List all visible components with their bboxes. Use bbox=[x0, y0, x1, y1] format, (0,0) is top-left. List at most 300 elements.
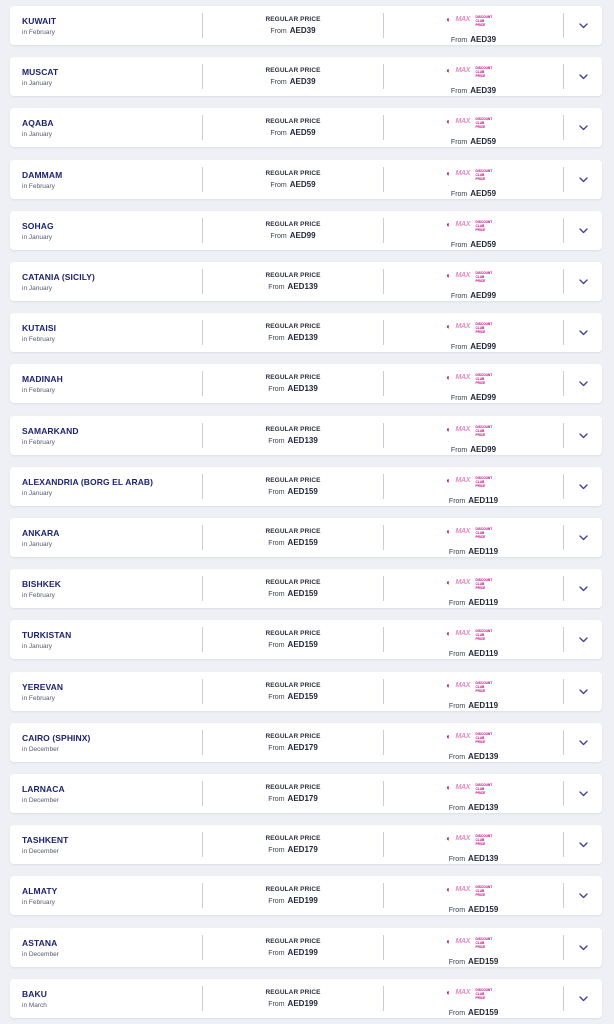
discount-club-logo-icon bbox=[445, 732, 502, 745]
discount-club-logo-icon bbox=[445, 629, 502, 642]
discount-club-logo-icon bbox=[445, 937, 502, 950]
regular-price-line bbox=[203, 639, 383, 651]
club-brand: MAX bbox=[455, 374, 471, 381]
expand-button[interactable] bbox=[564, 569, 602, 608]
destination bbox=[22, 477, 202, 498]
club-sub-bottom: PRICE bbox=[475, 740, 486, 745]
discount-club-logo-icon bbox=[445, 527, 502, 540]
club-sub-bottom: PRICE bbox=[475, 177, 486, 182]
from-label: From bbox=[448, 805, 466, 812]
regular-price-line bbox=[203, 844, 383, 856]
destination-name: MADINAH bbox=[22, 374, 63, 384]
expand-button[interactable] bbox=[564, 928, 602, 967]
regular-price-line bbox=[203, 895, 383, 907]
club-sub bbox=[476, 169, 493, 182]
club-c-icon: ◖ bbox=[445, 681, 451, 690]
from-label: From bbox=[450, 395, 468, 402]
from-label: From bbox=[448, 907, 466, 914]
discount-club-logo-icon bbox=[445, 15, 502, 28]
club-c-icon: ◖ bbox=[445, 169, 451, 178]
regular-price-line bbox=[203, 25, 383, 37]
discount-club-logo-icon bbox=[445, 169, 502, 182]
club-price bbox=[384, 271, 563, 302]
chevron-down-icon bbox=[579, 330, 588, 336]
club-price-amount: AED139 bbox=[468, 854, 499, 863]
expand-button[interactable] bbox=[564, 6, 602, 45]
club-c-icon: ◖ bbox=[445, 885, 451, 894]
from-label: From bbox=[448, 498, 466, 505]
club-sub-top: DISCOUNT bbox=[475, 629, 493, 633]
club-price-amount: AED119 bbox=[468, 598, 499, 607]
club-brand: MAX bbox=[455, 630, 471, 637]
destination-month: in January bbox=[22, 285, 52, 292]
club-price-line bbox=[384, 802, 563, 814]
club-sub bbox=[476, 15, 493, 28]
regular-price-amount: AED199 bbox=[287, 999, 318, 1008]
club-price-amount: AED59 bbox=[470, 189, 497, 198]
club-c-icon: ◖ bbox=[445, 834, 451, 843]
destination-name: DAMMAM bbox=[22, 170, 63, 180]
destination bbox=[22, 67, 202, 88]
from-label: From bbox=[450, 344, 468, 351]
expand-button[interactable] bbox=[564, 979, 602, 1018]
expand-button[interactable] bbox=[564, 416, 602, 455]
club-sub-bottom: PRICE bbox=[475, 637, 486, 642]
destination bbox=[22, 784, 202, 805]
regular-price-label: REGULAR PRICE bbox=[265, 528, 321, 535]
regular-price-line bbox=[203, 435, 383, 447]
discount-club-logo-icon bbox=[445, 476, 502, 489]
route-card[interactable] bbox=[10, 364, 602, 403]
chevron-down-icon bbox=[579, 996, 588, 1002]
regular-price-label: REGULAR PRICE bbox=[265, 16, 321, 23]
regular-price-amount: AED159 bbox=[287, 692, 318, 701]
from-label: From bbox=[268, 642, 285, 649]
discount-club-logo-icon bbox=[445, 578, 502, 591]
expand-button[interactable] bbox=[564, 620, 602, 659]
club-sub-bottom: PRICE bbox=[475, 996, 486, 1001]
destination bbox=[22, 16, 202, 37]
club-sub-bottom: PRICE bbox=[475, 484, 486, 489]
club-price-line bbox=[384, 341, 563, 353]
regular-price-line bbox=[203, 332, 383, 344]
club-sub-top: DISCOUNT bbox=[475, 425, 493, 429]
chevron-down-icon bbox=[579, 279, 588, 285]
club-sub bbox=[476, 117, 493, 130]
club-sub-top: DISCOUNT bbox=[475, 834, 493, 838]
club-price-amount: AED119 bbox=[468, 649, 499, 658]
chevron-down-icon bbox=[579, 842, 588, 848]
from-label: From bbox=[268, 847, 285, 854]
club-price-line bbox=[384, 751, 563, 763]
club-sub-top: DISCOUNT bbox=[475, 476, 493, 480]
chevron-down-icon bbox=[579, 23, 588, 29]
destination-name: SOHAG bbox=[22, 221, 54, 231]
club-sub-mid: CLUB bbox=[475, 941, 485, 946]
club-brand: MAX bbox=[455, 323, 471, 330]
club-price-line bbox=[384, 188, 563, 200]
regular-price-label: REGULAR PRICE bbox=[265, 989, 321, 996]
regular-price-label: REGULAR PRICE bbox=[265, 477, 321, 484]
club-price-line bbox=[384, 853, 563, 865]
club-brand: MAX bbox=[455, 118, 471, 125]
regular-price-label: REGULAR PRICE bbox=[265, 682, 321, 689]
regular-price bbox=[203, 988, 383, 1010]
regular-price-line bbox=[203, 742, 383, 754]
club-brand: MAX bbox=[455, 16, 471, 23]
chevron-down-icon bbox=[579, 689, 588, 695]
regular-price-amount: AED179 bbox=[287, 845, 318, 854]
club-price-amount: AED159 bbox=[468, 957, 499, 966]
destination-name: ANKARA bbox=[22, 528, 60, 538]
club-sub-bottom: PRICE bbox=[475, 945, 486, 950]
regular-price-line bbox=[203, 588, 383, 600]
route-card[interactable] bbox=[10, 467, 602, 506]
club-price-amount: AED139 bbox=[468, 752, 499, 761]
route-card[interactable] bbox=[10, 262, 602, 301]
expand-button[interactable] bbox=[564, 262, 602, 301]
chevron-down-icon bbox=[579, 125, 588, 131]
club-price bbox=[384, 629, 563, 660]
regular-price-line bbox=[203, 76, 383, 88]
destination bbox=[22, 528, 202, 549]
from-label: From bbox=[448, 703, 466, 710]
regular-price bbox=[203, 271, 383, 293]
club-sub-bottom: PRICE bbox=[475, 586, 486, 591]
regular-price-label: REGULAR PRICE bbox=[265, 784, 321, 791]
expand-button[interactable] bbox=[564, 313, 602, 352]
destination-month: in January bbox=[22, 490, 52, 497]
from-label: From bbox=[270, 233, 287, 240]
regular-price-amount: AED39 bbox=[289, 77, 316, 86]
regular-price-amount: AED159 bbox=[287, 538, 318, 547]
club-sub-bottom: PRICE bbox=[475, 791, 486, 796]
from-label: From bbox=[268, 489, 285, 496]
club-price bbox=[384, 681, 563, 712]
regular-price-label: REGULAR PRICE bbox=[265, 886, 321, 893]
route-card[interactable] bbox=[10, 160, 602, 199]
destination bbox=[22, 221, 202, 242]
destination-month: in February bbox=[22, 695, 55, 702]
club-brand: MAX bbox=[455, 579, 471, 586]
club-brand: MAX bbox=[455, 170, 471, 177]
discount-club-logo-icon bbox=[445, 681, 502, 694]
regular-price-amount: AED59 bbox=[289, 180, 316, 189]
club-price bbox=[384, 988, 563, 1019]
route-card[interactable] bbox=[10, 723, 602, 762]
discount-club-logo-icon bbox=[445, 988, 502, 1001]
from-label: From bbox=[270, 79, 287, 86]
expand-button[interactable] bbox=[564, 723, 602, 762]
club-sub-bottom: PRICE bbox=[475, 125, 486, 130]
destination-name: YEREVAN bbox=[22, 682, 64, 692]
club-sub-top: DISCOUNT bbox=[475, 732, 493, 736]
club-c-icon: ◖ bbox=[445, 66, 451, 75]
club-sub-bottom: PRICE bbox=[475, 23, 486, 28]
club-sub bbox=[476, 271, 493, 284]
destination bbox=[22, 170, 202, 191]
chevron-down-icon bbox=[579, 74, 588, 80]
club-price-amount: AED39 bbox=[470, 86, 497, 95]
chevron-down-icon bbox=[579, 228, 588, 234]
club-price-amount: AED59 bbox=[470, 137, 497, 146]
destination bbox=[22, 733, 202, 754]
chevron-down-icon bbox=[579, 893, 588, 899]
club-sub-mid: CLUB bbox=[475, 173, 485, 178]
club-c-icon: ◖ bbox=[445, 988, 451, 997]
regular-price-line bbox=[203, 998, 383, 1010]
club-brand: MAX bbox=[455, 682, 471, 689]
club-sub-mid: CLUB bbox=[475, 275, 485, 280]
club-sub bbox=[476, 578, 493, 591]
expand-button[interactable] bbox=[564, 825, 602, 864]
route-card[interactable] bbox=[10, 979, 602, 1018]
destination bbox=[22, 835, 202, 856]
route-card[interactable] bbox=[10, 518, 602, 557]
chevron-down-icon bbox=[579, 791, 588, 797]
club-brand: MAX bbox=[455, 733, 471, 740]
destination-month: in February bbox=[22, 29, 55, 36]
club-sub bbox=[476, 988, 493, 1001]
expand-button[interactable] bbox=[564, 518, 602, 557]
route-card[interactable] bbox=[10, 6, 602, 45]
from-label: From bbox=[450, 37, 468, 44]
club-brand: MAX bbox=[455, 477, 471, 484]
club-price-line bbox=[384, 239, 563, 251]
club-sub bbox=[476, 629, 493, 642]
club-price bbox=[384, 373, 563, 404]
from-label: From bbox=[268, 694, 285, 701]
expand-button[interactable] bbox=[564, 211, 602, 250]
from-label: From bbox=[450, 88, 468, 95]
club-price bbox=[384, 527, 563, 558]
expand-button[interactable] bbox=[564, 57, 602, 96]
regular-price bbox=[203, 937, 383, 959]
club-sub-bottom: PRICE bbox=[475, 381, 486, 386]
club-sub-top: DISCOUNT bbox=[475, 681, 493, 685]
club-sub-mid: CLUB bbox=[475, 531, 485, 536]
destination-name: CATANIA (SICILY) bbox=[22, 272, 95, 282]
club-sub-top: DISCOUNT bbox=[475, 15, 493, 19]
destination-name: TURKISTAN bbox=[22, 630, 72, 640]
expand-button[interactable] bbox=[564, 774, 602, 813]
club-sub-top: DISCOUNT bbox=[475, 578, 493, 582]
from-label: From bbox=[268, 438, 285, 445]
route-card[interactable] bbox=[10, 876, 602, 915]
route-card[interactable] bbox=[10, 57, 602, 96]
club-brand: MAX bbox=[455, 835, 471, 842]
club-sub-top: DISCOUNT bbox=[475, 220, 493, 224]
club-c-icon: ◖ bbox=[445, 220, 451, 229]
regular-price-line bbox=[203, 793, 383, 805]
regular-price-line bbox=[203, 947, 383, 959]
club-price bbox=[384, 322, 563, 353]
chevron-down-icon bbox=[579, 484, 588, 490]
club-brand: MAX bbox=[455, 221, 471, 228]
expand-button[interactable] bbox=[564, 364, 602, 403]
from-label: From bbox=[268, 745, 285, 752]
club-sub-mid: CLUB bbox=[475, 633, 485, 638]
chevron-down-icon bbox=[579, 945, 588, 951]
club-brand: MAX bbox=[455, 938, 471, 945]
club-sub bbox=[476, 373, 493, 386]
from-label: From bbox=[270, 182, 287, 189]
regular-price-amount: AED199 bbox=[287, 896, 318, 905]
club-price bbox=[384, 732, 563, 763]
regular-price-line bbox=[203, 537, 383, 549]
from-label: From bbox=[270, 130, 287, 137]
regular-price-line bbox=[203, 127, 383, 139]
expand-button[interactable] bbox=[564, 467, 602, 506]
regular-price-label: REGULAR PRICE bbox=[265, 579, 321, 586]
discount-club-logo-icon bbox=[445, 373, 502, 386]
club-price-amount: AED139 bbox=[468, 803, 499, 812]
destination-name: BAKU bbox=[22, 989, 47, 999]
regular-price-amount: AED59 bbox=[289, 128, 316, 137]
club-c-icon: ◖ bbox=[445, 937, 451, 946]
regular-price bbox=[203, 885, 383, 907]
destination bbox=[22, 272, 202, 293]
club-c-icon: ◖ bbox=[445, 425, 451, 434]
regular-price bbox=[203, 629, 383, 651]
club-sub-top: DISCOUNT bbox=[475, 373, 493, 377]
from-label: From bbox=[448, 600, 466, 607]
club-sub bbox=[476, 66, 493, 79]
club-sub bbox=[476, 322, 493, 335]
club-sub-bottom: PRICE bbox=[475, 74, 486, 79]
club-sub-mid: CLUB bbox=[475, 787, 485, 792]
destination-name: SAMARKAND bbox=[22, 426, 79, 436]
club-price bbox=[384, 885, 563, 916]
discount-club-logo-icon bbox=[445, 834, 502, 847]
from-label: From bbox=[448, 549, 466, 556]
destination-name: BISHKEK bbox=[22, 579, 61, 589]
regular-price-amount: AED139 bbox=[287, 282, 318, 291]
club-c-icon: ◖ bbox=[445, 271, 451, 280]
regular-price-amount: AED99 bbox=[289, 231, 316, 240]
route-card[interactable] bbox=[10, 672, 602, 711]
destination bbox=[22, 426, 202, 447]
club-sub bbox=[476, 681, 493, 694]
route-card[interactable] bbox=[10, 825, 602, 864]
club-brand: MAX bbox=[455, 989, 471, 996]
club-sub bbox=[476, 937, 493, 950]
club-sub-mid: CLUB bbox=[475, 992, 485, 997]
club-sub-top: DISCOUNT bbox=[475, 988, 493, 992]
route-card[interactable] bbox=[10, 928, 602, 967]
club-price-amount: AED119 bbox=[468, 701, 499, 710]
regular-price bbox=[203, 373, 383, 395]
club-sub-bottom: PRICE bbox=[475, 330, 486, 335]
destination bbox=[22, 118, 202, 139]
regular-price-line bbox=[203, 281, 383, 293]
club-sub bbox=[476, 527, 493, 540]
regular-price bbox=[203, 783, 383, 805]
club-price-amount: AED99 bbox=[470, 445, 497, 454]
destination-name: TASHKENT bbox=[22, 835, 69, 845]
route-card[interactable] bbox=[10, 313, 602, 352]
destination-name: LARNACA bbox=[22, 784, 65, 794]
club-c-icon: ◖ bbox=[445, 15, 451, 24]
club-price-line bbox=[384, 597, 563, 609]
expand-button[interactable] bbox=[564, 160, 602, 199]
discount-club-logo-icon bbox=[445, 425, 502, 438]
club-price-line bbox=[384, 648, 563, 660]
destination bbox=[22, 630, 202, 651]
from-label: From bbox=[448, 754, 466, 761]
from-label: From bbox=[450, 139, 468, 146]
from-label: From bbox=[268, 950, 285, 957]
destination-month: in January bbox=[22, 541, 52, 548]
club-price bbox=[384, 476, 563, 507]
club-price bbox=[384, 834, 563, 865]
regular-price bbox=[203, 476, 383, 498]
club-sub-bottom: PRICE bbox=[475, 228, 486, 233]
destination-month: in February bbox=[22, 899, 55, 906]
club-price bbox=[384, 578, 563, 609]
club-price bbox=[384, 117, 563, 148]
club-price-amount: AED99 bbox=[470, 393, 497, 402]
route-card[interactable] bbox=[10, 108, 602, 147]
from-label: From bbox=[268, 898, 285, 905]
expand-button[interactable] bbox=[564, 108, 602, 147]
club-sub-mid: CLUB bbox=[475, 121, 485, 126]
club-sub-mid: CLUB bbox=[475, 480, 485, 485]
club-sub bbox=[476, 476, 493, 489]
regular-price-line bbox=[203, 486, 383, 498]
chevron-down-icon bbox=[579, 433, 588, 439]
club-price-amount: AED99 bbox=[470, 291, 497, 300]
club-sub-mid: CLUB bbox=[475, 736, 485, 741]
chevron-down-icon bbox=[579, 381, 588, 387]
club-sub-bottom: PRICE bbox=[475, 279, 486, 284]
destination bbox=[22, 989, 202, 1010]
club-brand: MAX bbox=[455, 67, 471, 74]
destination bbox=[22, 323, 202, 344]
club-price-amount: AED119 bbox=[468, 496, 499, 505]
club-price-line bbox=[384, 136, 563, 148]
club-price-line bbox=[384, 700, 563, 712]
destination-month: in March bbox=[22, 1002, 47, 1009]
club-sub-top: DISCOUNT bbox=[475, 322, 493, 326]
route-card[interactable] bbox=[10, 416, 602, 455]
discount-club-logo-icon bbox=[445, 783, 502, 796]
regular-price-line bbox=[203, 179, 383, 191]
regular-price-label: REGULAR PRICE bbox=[265, 374, 321, 381]
regular-price-label: REGULAR PRICE bbox=[265, 938, 321, 945]
expand-button[interactable] bbox=[564, 876, 602, 915]
from-label: From bbox=[450, 242, 468, 249]
club-c-icon: ◖ bbox=[445, 629, 451, 638]
regular-price bbox=[203, 117, 383, 139]
club-price bbox=[384, 220, 563, 251]
club-c-icon: ◖ bbox=[445, 322, 451, 331]
route-card[interactable] bbox=[10, 569, 602, 608]
route-card[interactable] bbox=[10, 620, 602, 659]
regular-price-line bbox=[203, 691, 383, 703]
club-price-line bbox=[384, 85, 563, 97]
destination bbox=[22, 579, 202, 600]
route-card[interactable] bbox=[10, 211, 602, 250]
regular-price bbox=[203, 169, 383, 191]
route-card[interactable] bbox=[10, 774, 602, 813]
chevron-down-icon bbox=[579, 586, 588, 592]
expand-button[interactable] bbox=[564, 672, 602, 711]
club-price bbox=[384, 169, 563, 200]
chevron-down-icon bbox=[579, 177, 588, 183]
club-sub-mid: CLUB bbox=[475, 429, 485, 434]
destination-name: KUTAISI bbox=[22, 323, 57, 333]
